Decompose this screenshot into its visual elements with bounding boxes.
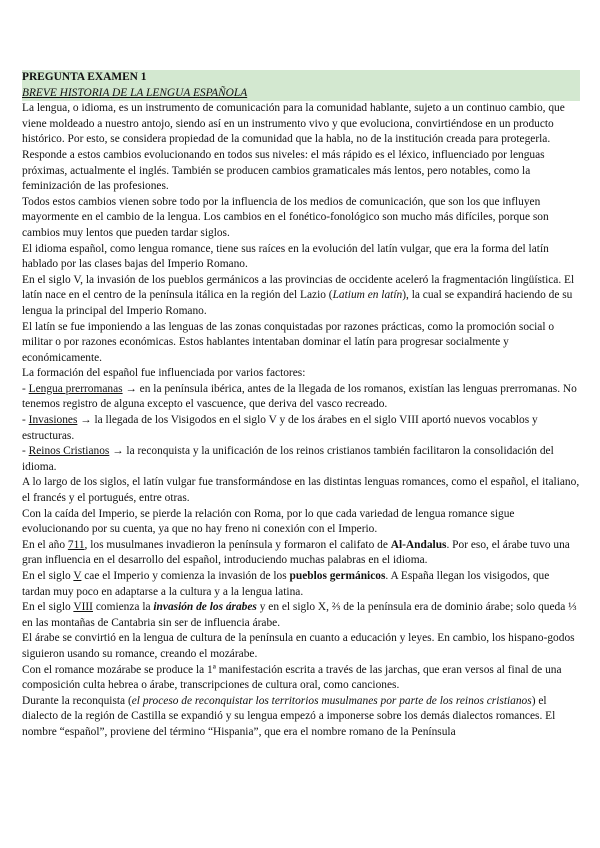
year-711: 711: [67, 538, 85, 551]
century-viii: VIII: [73, 601, 93, 614]
reconquista-definition: el proceso de reconquistar los territorios musulmanes por parte de los reinos cristianos: [131, 694, 532, 707]
invasion-arabes: invasión de los árabes: [153, 601, 257, 614]
factor-item-1: - Lengua prerromanas → en la península ibérica, antes de la llegada de los romanos, existían las lenguas prerromanas. No tenemos registro de alguna excepto el vascuence, que deriva del vasco recreado.: [22, 382, 577, 411]
factor-item-2: - Invasiones → la llegada de los Visigodos en el siglo V y de los árabes en el siglo VIII aportó nuevos vocablos y estructuras.: [22, 414, 538, 442]
paragraph-13: El árabe se convirtió en la lengua de cultura de la península en cuanto a educación y leyes. En cambio, los hispano-godos siguieron usando su romance, creando el mozárabe.: [22, 632, 575, 660]
paragraph-12: En el siglo VIII comienza la invasión de los árabes y en el siglo X, ⅔ de la península era de dominio árabe; solo queda ⅓ en las montañas de Cantabria sin ser de influencia árabe.: [22, 601, 577, 629]
factor-item-3: - Reinos Cristianos → la reconquista y la unificación de los reinos cristianos también facilitaron la consolidación del idioma.: [22, 445, 554, 473]
paragraph-5: En el siglo V, la invasión de los pueblos germánicos a las provincias de occidente aceleró la fragmentación lingüística. El latín nace en el centro de la península itálica en la región del Lazio (Latium en latín), la cual se expandirá haciendo de su lengua la principal del Imperio Romano.: [22, 273, 575, 317]
paragraph-9: Con la caída del Imperio, se pierde la relación con Roma, por lo que cada variedad de lengua romance sigue evolucionando por su cuenta, ya que no hay freno ni conexión con el Imperio.: [22, 507, 515, 536]
page-title: PREGUNTA EXAMEN 1: [22, 70, 580, 86]
pueblos-germanicos: pueblos germánicos: [289, 570, 386, 582]
factor-term: Lengua prerromanas: [28, 382, 123, 395]
paragraph-3: Todos estos cambios vienen sobre todo por la influencia de los medios de comunicación, que son los que influyen mayormente en el cambio de la lengua. Los cambios en el fonético-fonológico son mucho más difíciles, porque son cambios muy lentos que pueden tardar siglos.: [22, 195, 549, 239]
paragraph-6: El latín se fue imponiendo a las lenguas de las zonas conquistadas por razones prácticas, como la promoción social o militar o por razones económicas. Estos hablantes intentaban dominar el latín para progresar socialmente y económicamente.: [22, 320, 555, 364]
page-subtitle: BREVE HISTORIA DE LA LENGUA ESPAÑOLA: [22, 86, 580, 102]
document-page: [22, 70, 580, 741]
latin-name: Latium en latín: [332, 289, 403, 302]
paragraph-14: Con el romance mozárabe se produce la 1ª manifestación escrita a través de las jarchas, que eran versos al final de una composición culta hebrea o árabe, transcripciones de cultura oral, como canciones.: [22, 663, 562, 692]
paragraph-8: A lo largo de los siglos, el latín vulgar fue transformándose en las distintas lenguas romances, como el español, el italiano, el francés y el portugués, entre otras.: [22, 476, 580, 505]
factor-term: Invasiones: [28, 414, 78, 427]
paragraph-4: El idioma español, como lengua romance, tiene sus raíces en la evolución del latín vulgar, que era la forma del latín hablado por las clases bajas del Imperio Romano.: [22, 242, 549, 271]
paragraph-1: La lengua, o idioma, es un instrumento de comunicación para la comunidad hablante, sujeto a un continuo cambio, que viene moldeado a nuestro antojo, siendo así en un instrumento vivo y que evoluciona, convirtiéndose en un producto histórico. Por esto, se considera propiedad de la comunidad que la habla, no de la institución creada para protegerla.: [22, 102, 565, 146]
paragraph-10: En el año 711, los musulmanes invadieron la península y formaron el califato de Al-Andalus. Por eso, el árabe tuvo una gran influencia en el desarrollo del español, introduciendo muchas palabras en el idioma.: [22, 538, 570, 567]
paragraph-11: En el siglo V cae el Imperio y comienza la invasión de los pueblos germánicos. A España llegan los visigodos, que tardan muy poco en adaptarse a la cultura y a la lengua latina.: [22, 570, 550, 598]
paragraph-7: La formación del español fue influenciada por varios factores:: [22, 367, 306, 380]
paragraph-15: Durante la reconquista (el proceso de reconquistar los territorios musulmanes por parte de los reinos cristianos) el dialecto de la región de Castilla se expandió y su lengua empezó a imponerse sobre los demás dialectos romances. El nombre “español”, proviene del término “Hispania”, que era el nombre romano de la Península: [22, 694, 556, 738]
paragraph-2: Responde a estos cambios evolucionando en todos sus niveles: el más rápido es el léxico, influenciado por lenguas próximas, actualmente el inglés. También se producen cambios gramaticales más lentos, pero notables, como la feminización de las profesiones.: [22, 148, 545, 193]
factor-term: Reinos Cristianos: [28, 445, 110, 458]
century-v: V: [73, 570, 82, 582]
al-andalus: Al-Andalus: [390, 538, 447, 551]
